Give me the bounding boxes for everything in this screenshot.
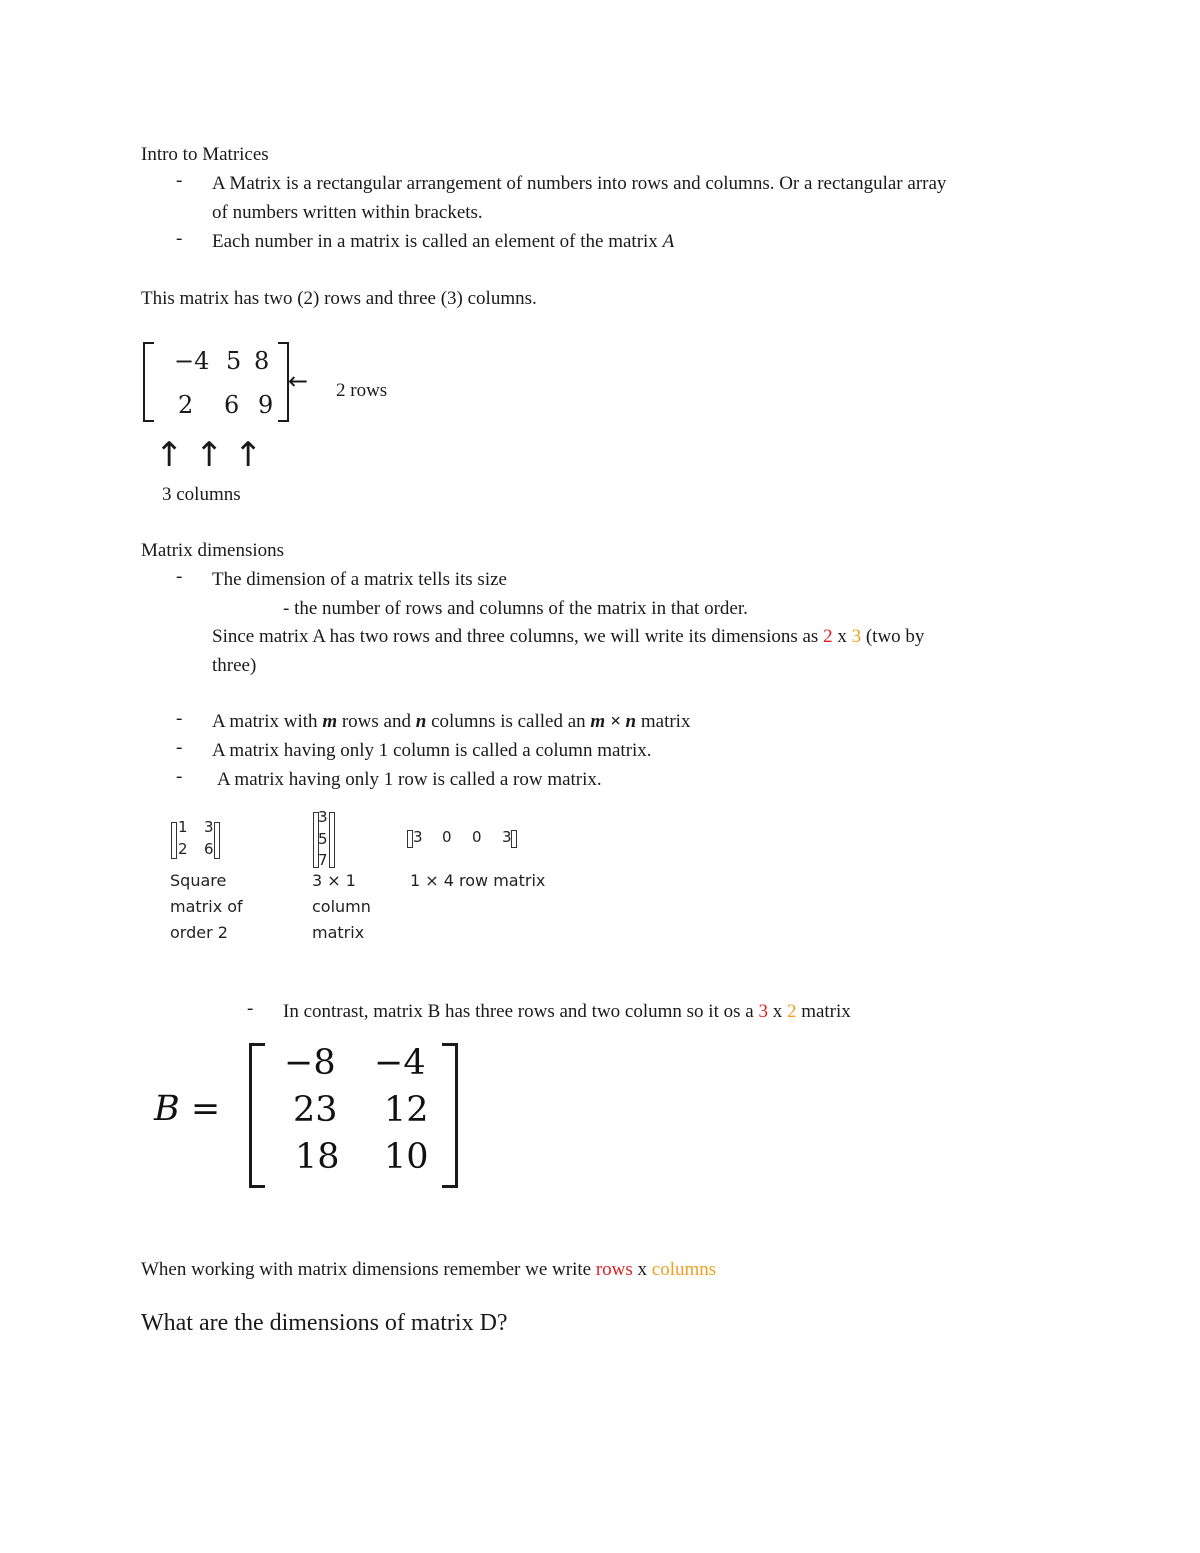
times-sign: x (632, 1259, 652, 1280)
row-cell: 3 (413, 828, 423, 846)
section-heading-dimensions: Matrix dimensions (141, 540, 285, 561)
bullet-dash: - (176, 228, 183, 249)
matrix-variable: A (662, 231, 675, 252)
matrix-b-cell: −4 (374, 1043, 426, 1083)
bullet-dash: - (176, 170, 183, 191)
dimension-sub-definition: - the number of rows and columns of the matrix in that order. (283, 598, 748, 619)
element-definition (212, 227, 674, 256)
column-caption: matrix (312, 923, 365, 942)
square-caption: Square (170, 871, 227, 890)
row-cell: 0 (472, 828, 482, 846)
row-matrix-definition: A matrix having only 1 row is called a row matrix. (217, 769, 602, 790)
square-cell: 2 (178, 840, 188, 858)
matrix-b-cell: −8 (284, 1043, 336, 1083)
left-bracket (171, 822, 177, 859)
column-caption: column (312, 897, 371, 916)
m-variable: m (322, 711, 338, 732)
rows-word: rows (595, 1259, 633, 1280)
since-line-2: three) (212, 655, 257, 676)
column-cell: 3 (318, 808, 328, 826)
right-bracket (442, 1043, 458, 1188)
rows-label: 2 rows (336, 380, 388, 401)
mxn-expression: m × n (590, 711, 637, 732)
n-variable: n (415, 711, 427, 732)
up-arrow-icon: ↑ (234, 435, 263, 475)
columns-count: 3 (851, 626, 862, 647)
rows-count: 3 (758, 1001, 768, 1022)
reminder-sentence: When working with matrix dimensions remember we write (141, 1259, 596, 1280)
bullet-dash: - (176, 708, 183, 729)
square-cell: 3 (204, 818, 214, 836)
contrast-text (283, 997, 851, 1026)
matrix-b-cell: 23 (293, 1090, 338, 1130)
matrix-b-cell: 12 (384, 1090, 429, 1130)
bullet-dash: - (247, 998, 254, 1019)
mxn-text: columns is called an (426, 711, 591, 732)
columns-label: 3 columns (162, 484, 241, 505)
square-cell: 6 (204, 840, 214, 858)
left-bracket (143, 342, 154, 422)
matrix-a-cell: 8 (254, 347, 270, 375)
element-definition-text: Each number in a matrix is called an element of the matrix (212, 231, 663, 252)
matrix-a-cell: 6 (224, 391, 240, 419)
definition-line-1: A Matrix is a rectangular arrangement of numbers into rows and columns. Or a rectangular array (212, 173, 947, 194)
right-bracket (511, 830, 517, 848)
right-bracket (214, 822, 220, 859)
bullet-dash: - (176, 566, 183, 587)
contrast-sentence: In contrast, matrix B has three rows and two column so it os a (283, 1001, 759, 1022)
mxn-text: rows and (337, 711, 416, 732)
mxn-definition (212, 707, 690, 736)
section-heading-intro: Intro to Matrices (141, 144, 269, 165)
right-bracket (329, 812, 335, 868)
dimension-definition: The dimension of a matrix tells its size (212, 569, 507, 590)
contrast-sentence-end: matrix (796, 1001, 851, 1022)
up-arrow-icon: ↑ (195, 435, 224, 475)
rows-count: 2 (823, 626, 833, 647)
mxn-text: A matrix with (212, 711, 323, 732)
mxn-text: matrix (636, 711, 691, 732)
square-caption: matrix of (170, 897, 243, 916)
columns-word: columns (651, 1259, 717, 1280)
matrix-a-cell: −4 (174, 347, 210, 375)
matrix-a-cell: 9 (258, 391, 274, 419)
matrix-b-label: B = (154, 1089, 221, 1129)
matrix-a-cell: 5 (226, 347, 242, 375)
times-sign: x (767, 1001, 787, 1022)
matrix-b-cell: 10 (384, 1137, 429, 1177)
times-sign: x (832, 626, 852, 647)
columns-count: 2 (786, 1001, 797, 1022)
column-cell: 5 (318, 830, 328, 848)
column-cell: 7 (318, 851, 328, 869)
square-caption: order 2 (170, 923, 228, 942)
since-line-1 (212, 622, 924, 651)
matrix-a-intro: This matrix has two (2) rows and three (3) columns. (141, 288, 537, 309)
bullet-dash: - (176, 737, 183, 758)
row-caption: 1 × 4 row matrix (410, 871, 546, 890)
column-caption: 3 × 1 (312, 871, 356, 890)
left-bracket (249, 1043, 265, 1188)
row-cell: 0 (442, 828, 452, 846)
up-arrow-icon: ↑ (155, 435, 184, 475)
bullet-dash: - (176, 766, 183, 787)
column-matrix-definition: A matrix having only 1 column is called a column matrix. (212, 740, 652, 761)
reminder-text (141, 1255, 716, 1284)
row-cell: 3 (502, 828, 512, 846)
matrix-a-cell: 2 (178, 391, 194, 419)
definition-line-2: of numbers written within brackets. (212, 202, 483, 223)
since-text-end: (two by (861, 626, 925, 647)
question-text: What are the dimensions of matrix D? (141, 1310, 508, 1336)
square-cell: 1 (178, 818, 188, 836)
left-arrow-icon: ← (288, 367, 309, 395)
matrix-b-cell: 18 (295, 1137, 340, 1177)
since-text: Since matrix A has two rows and three columns, we will write its dimensions as (212, 626, 824, 647)
